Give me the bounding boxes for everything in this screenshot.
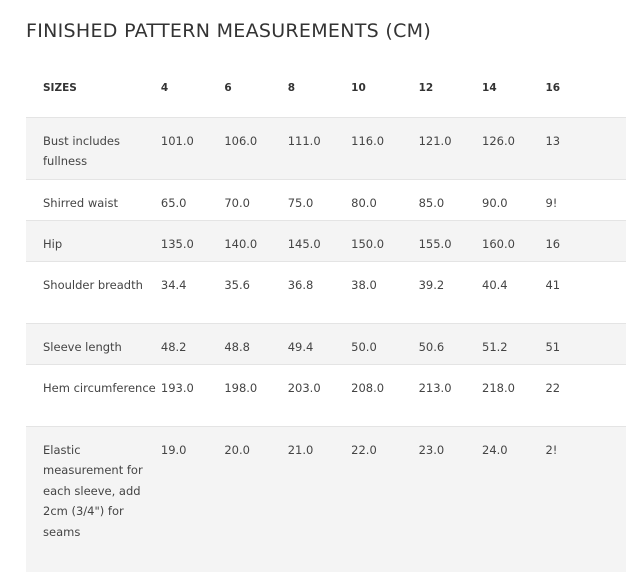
table-cell: 38.0	[351, 277, 377, 292]
header-size-8: 8	[287, 81, 296, 94]
table-cell: 19.0	[160, 442, 187, 457]
table-cell: 218.0	[482, 380, 515, 395]
measurements-table-container[interactable]	[26, 59, 561, 574]
table-cell: 36.8	[287, 277, 314, 292]
table-cell: 121.0	[418, 133, 452, 148]
table-row-shoulder-breadth	[26, 261, 626, 323]
table-cell: 213.0	[418, 380, 452, 395]
table-cell: 20.0	[224, 442, 250, 457]
header-sizes: SIZES	[43, 81, 77, 94]
table-cell: 23.0	[418, 442, 445, 457]
table-cell: 48.2	[160, 339, 187, 354]
table-cell: 50.0	[351, 339, 377, 354]
header-size-4: 4	[160, 81, 169, 94]
table-cell: 145.0	[287, 236, 321, 251]
table-cell: 51	[545, 339, 561, 354]
table-cell: 39.2	[418, 277, 445, 292]
table-cell: 41	[545, 277, 561, 292]
table-cell: 22	[545, 380, 561, 395]
table-cell: 70.0	[224, 195, 250, 210]
table-cell: 111.0	[287, 133, 321, 148]
table-cell: 90.0	[482, 195, 508, 210]
table-cell: 35.6	[224, 277, 250, 292]
page-title: FINISHED PATTERN MEASUREMENTS (CM)	[26, 20, 432, 42]
table-cell: 85.0	[418, 195, 445, 210]
table-row-bust	[26, 117, 626, 179]
table-cell: 21.0	[287, 442, 314, 457]
row-label: Shirred waist	[43, 195, 118, 210]
table-cell: 126.0	[482, 133, 515, 148]
table-row-sleeve-length	[26, 323, 626, 364]
table-cell: 24.0	[482, 442, 508, 457]
table-cell: 40.4	[482, 277, 508, 292]
table-cell: 101.0	[160, 133, 194, 148]
table-cell: 13	[545, 133, 561, 148]
table-cell: 9!	[545, 195, 558, 210]
table-cell: 106.0	[224, 133, 258, 148]
table-cell: 208.0	[351, 380, 385, 395]
table-cell: 22.0	[351, 442, 377, 457]
table-header-row	[26, 59, 626, 117]
table-cell: 48.8	[224, 339, 250, 354]
table-cell: 198.0	[224, 380, 258, 395]
table-row-elastic-measurement	[26, 426, 626, 572]
table-cell: 203.0	[287, 380, 321, 395]
row-label: Hem circumference	[43, 380, 156, 395]
table-row-hip	[26, 220, 626, 261]
header-size-6: 6	[224, 81, 232, 94]
table-cell: 65.0	[160, 195, 187, 210]
table-cell: 2!	[545, 442, 558, 457]
header-size-10: 10	[351, 81, 366, 94]
table-cell: 150.0	[351, 236, 385, 251]
row-label: Hip	[43, 236, 63, 251]
table-cell: 51.2	[482, 339, 508, 354]
measurements-table	[26, 59, 626, 572]
table-cell: 116.0	[351, 133, 385, 148]
header-size-14: 14	[482, 81, 497, 94]
table-cell: 34.4	[160, 277, 187, 292]
table-cell: 135.0	[160, 236, 194, 251]
table-row-shirred-waist	[26, 179, 626, 220]
table-cell: 50.6	[418, 339, 445, 354]
table-cell: 80.0	[351, 195, 377, 210]
table-cell: 155.0	[418, 236, 452, 251]
header-size-12: 12	[418, 81, 434, 94]
table-cell: 75.0	[287, 195, 314, 210]
table-cell: 193.0	[160, 380, 194, 395]
row-label: Sleeve length	[43, 339, 122, 354]
header-size-16: 16	[545, 81, 561, 94]
table-cell: 49.4	[287, 339, 314, 354]
row-label: Bust includes fullness	[43, 133, 120, 168]
row-label: Shoulder breadth	[43, 277, 143, 292]
table-cell: 160.0	[482, 236, 515, 251]
table-cell: 16	[545, 236, 561, 251]
row-label: Elastic measurement for each sleeve, add 2cm (3/4") for seams	[43, 442, 143, 539]
table-cell: 140.0	[224, 236, 258, 251]
table-row-hem-circumference	[26, 364, 626, 426]
